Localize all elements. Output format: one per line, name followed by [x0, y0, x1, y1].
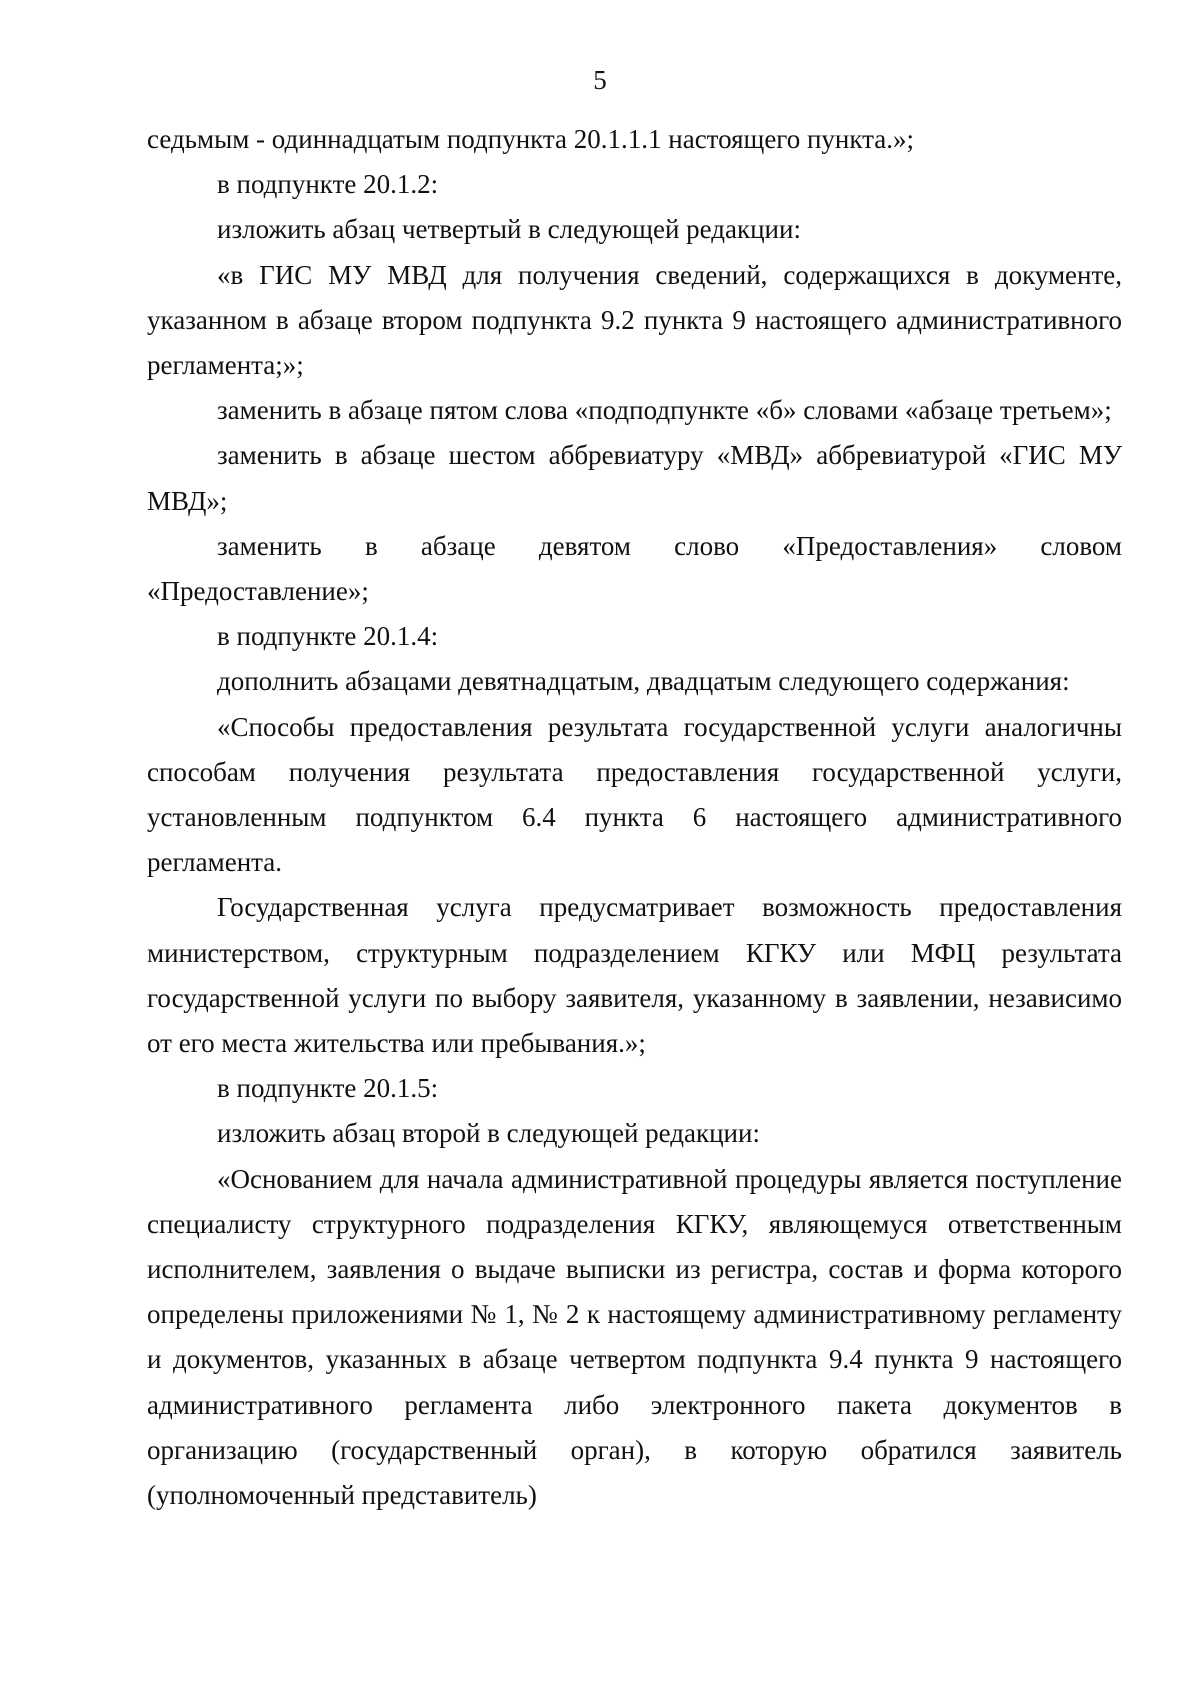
page-number: 5 — [593, 65, 607, 95]
paragraph-subpoint-20-1-2: в подпункте 20.1.2: — [217, 169, 439, 200]
paragraph-instruction: изложить абзац четвертый в следующей редакции: — [217, 214, 801, 245]
paragraph-instruction: заменить в абзаце девятом слово «Предоставления» словом «Предоставление»; — [147, 530, 1122, 607]
paragraph-instruction: заменить в абзаце пятом слова «подподпункте «б» словами «абзаце третьем»; — [217, 395, 1112, 426]
paragraph-instruction: изложить абзац второй в следующей редакции: — [217, 1118, 760, 1149]
paragraph-instruction: дополнить абзацами девятнадцатым, двадцатым следующего содержания: — [217, 666, 1070, 697]
paragraph-quoted-text: «Способы предоставления результата государственной услуги аналогичны способам получения результата предоставления государственной услуги, установленным подпунктом 6.4 пункта 6 настоящего административного регламента. — [147, 711, 1122, 878]
paragraph-subpoint-20-1-5: в подпункте 20.1.5: — [217, 1073, 439, 1104]
paragraph-instruction: заменить в абзаце шестом аббревиатуру «МВД» аббревиатурой «ГИС МУ МВД»; — [147, 440, 1122, 516]
paragraph-quoted-text: «Основанием для начала административной процедуры является поступление специалисту структурного подразделения КГКУ, являющемуся ответственным исполнителем, заявления о выдаче выписки из регистра, состав и форма которого определены приложениями № 1, № 2 к настоящему административному регламенту и документов, указанных в абзаце четвертом подпункта 9.4 пункта 9 настоящего административного регламента либо электронного пакета документов в организацию (государственный орган), в которую обратился заявитель (уполномоченный представитель) — [147, 1163, 1122, 1511]
paragraph-quoted-text: Государственная услуга предусматривает возможность предоставления министерством, структурным подразделением КГКУ или МФЦ результата государственной услуги по выбору заявителя, указанному в заявлении, независимо от его места жительства или пребывания.»; — [147, 892, 1122, 1059]
document-body — [147, 117, 1122, 1518]
paragraph-continuation: седьмым - одиннадцатым подпункта 20.1.1.1 настоящего пункта.»; — [147, 124, 914, 154]
paragraph-quoted-text: «в ГИС МУ МВД для получения сведений, содержащихся в документе, указанном в абзаце втором подпункта 9.2 пункта 9 настоящего административного регламента;»; — [147, 259, 1122, 381]
paragraph-subpoint-20-1-4: в подпункте 20.1.4: — [217, 621, 439, 652]
